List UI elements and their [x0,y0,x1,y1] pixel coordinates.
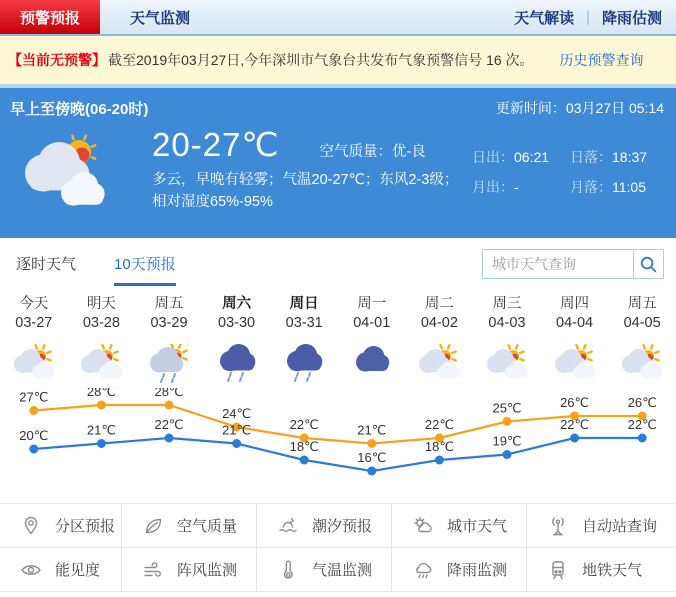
sun-moon-item [472,147,566,167]
tab-hourly-weather[interactable]: 逐时天气 [16,256,77,273]
quick-link-thermometer[interactable] [257,548,392,592]
update-time: 更新时间：03月27日 05:14 [495,100,664,116]
forecast-period: 早上至傍晚(06-20时) [10,100,149,118]
day-label: 周二 [424,296,454,312]
link-rain-estimation[interactable]: 降雨估测 [601,9,662,27]
svg-text:28℃: 28℃ [154,388,184,399]
leaf-icon [142,515,164,537]
sun-moon-label: 日落： [570,149,612,165]
cloudy-icon [349,344,395,384]
nav-divider: | [586,8,590,26]
day-date: 04-03 [488,315,526,331]
forecast-day-column [0,292,68,388]
wave-icon [277,515,299,537]
forecast-day-column [608,292,676,388]
svg-text:21℃: 21℃ [357,422,387,438]
quick-link-eye[interactable] [0,548,122,592]
partly-cloudy-icon [78,344,124,384]
day-label: 明天 [86,296,116,312]
sun-moon-value: 06:21 [514,149,550,165]
sun-moon-value: - [514,179,519,195]
day-date: 04-05 [623,315,661,331]
day-label: 周五 [154,296,184,312]
panel-main [128,125,472,215]
tab-warning-forecast-label: 预警预报 [19,9,80,27]
search-icon [639,255,658,274]
svg-text:28℃: 28℃ [86,388,116,399]
forecast-day-column [541,292,609,388]
search-button[interactable] [633,249,664,279]
svg-text:22℃: 22℃ [560,417,590,432]
forecast-day-column [203,292,271,388]
sun-moon-times [472,147,664,215]
quick-link-sun-cloud[interactable] [392,504,527,548]
rain-icon [281,344,327,384]
svg-text:18℃: 18℃ [424,439,454,454]
partly-cloudy-icon [552,344,598,384]
forecast-day-column [338,292,406,388]
day-date: 03-28 [82,315,120,331]
quick-link-label: 分区预报 [55,518,116,535]
train-icon [547,559,569,581]
svg-text:21℃: 21℃ [86,422,116,438]
temp-row [152,125,472,164]
partly-cloudy-icon [484,344,530,384]
quick-link-label: 气温监测 [312,562,373,579]
alert-bar [0,36,676,88]
current-weather-panel [0,88,676,238]
day-label: 周日 [289,296,319,312]
partly-cloudy-icon [619,344,665,384]
link-weather-interpretation[interactable]: 天气解读 [514,9,575,27]
day-label: 今天 [19,296,49,312]
weather-description: 多云，早晚有轻雾；气温20-27℃；东风2-3级；相对湿度65%-95% [152,172,459,211]
city-search-box [482,249,664,279]
ten-day-forecast [0,284,676,498]
sun-moon-value: 18:37 [612,149,648,165]
svg-text:27℃: 27℃ [19,389,49,405]
quick-link-label: 自动站查询 [582,518,658,535]
map-pin-icon [20,515,42,537]
forecast-days-row [0,292,676,388]
svg-text:22℃: 22℃ [154,417,184,432]
forecast-day-column [473,292,541,388]
panel-body [10,125,664,215]
day-date: 03-27 [15,315,53,331]
svg-text:26℃: 26℃ [627,395,657,410]
quick-links-grid [0,503,676,592]
tab-warning-forecast[interactable] [0,0,100,34]
rain-icon [214,344,260,384]
sun-moon-value: 11:05 [612,179,646,195]
history-warning-link[interactable]: 历史预警查询 [559,52,644,68]
quick-link-label: 能见度 [55,562,101,579]
svg-text:20℃: 20℃ [19,428,49,443]
quick-link-label: 地铁天气 [582,562,643,579]
quick-link-label: 城市天气 [447,518,508,535]
day-label: 周一 [357,296,387,312]
partly-cloudy-icon [416,344,462,384]
quick-link-wind[interactable] [122,548,257,592]
day-date: 04-04 [556,315,594,331]
day-label: 周三 [492,296,522,312]
svg-text:18℃: 18℃ [289,439,319,454]
sun-moon-label: 日出： [472,149,514,165]
svg-text:25℃: 25℃ [492,400,522,416]
panel-header [10,95,664,121]
sun-moon-item [570,177,664,197]
quick-link-label: 潮汐预报 [312,518,373,535]
partly-cloudy-icon [11,344,57,384]
quick-link-label: 阵风监测 [177,562,238,579]
quick-link-station[interactable] [527,504,676,548]
day-label: 周六 [222,296,252,312]
svg-text:19℃: 19℃ [492,433,522,449]
day-date: 04-01 [353,315,391,331]
quick-link-wave[interactable] [257,504,392,548]
quick-link-map-pin[interactable] [0,504,122,548]
forecast-day-column [270,292,338,388]
svg-text:22℃: 22℃ [289,417,319,432]
day-date: 03-31 [285,315,323,331]
quick-link-leaf[interactable] [122,504,257,548]
day-date: 03-30 [218,315,256,331]
air-quality: 空气质量：优-良 [319,144,426,160]
tab-weather-monitor[interactable] [100,0,220,34]
thermometer-icon [277,559,299,581]
day-date: 03-29 [150,315,188,331]
forecast-day-column [68,292,136,388]
partly-cloudy-icon [19,131,119,215]
alert-status-badge: 【当前无预警】 [8,52,106,68]
forecast-day-column [406,292,474,388]
svg-text:22℃: 22℃ [627,417,657,432]
tab-ten-day-forecast[interactable]: 10天预报 [114,253,176,286]
sun-shower-icon [146,344,192,384]
quick-link-label: 空气质量 [177,518,238,535]
current-weather-icon [10,125,128,215]
tab-weather-monitor-label: 天气监测 [130,9,191,27]
quick-link-label: 降雨监测 [447,562,508,579]
eye-icon [20,559,42,581]
sun-moon-label: 月出： [472,179,514,195]
day-label: 周四 [560,296,590,312]
tabs-row [0,238,676,284]
svg-text:24℃: 24℃ [222,406,252,421]
city-search-input[interactable] [482,249,634,279]
quick-link-train[interactable] [527,548,676,592]
temperature-chart [0,388,676,498]
alert-message: 截至2019年03月27日,今年深圳市气象台共发布气象预警信号 16 次。 [108,52,534,68]
quick-link-rain-cloud[interactable] [392,548,527,592]
day-label: 周五 [627,296,657,312]
rain-cloud-icon [412,559,434,581]
svg-text:21℃: 21℃ [222,422,252,438]
svg-text:22℃: 22℃ [424,417,454,432]
sun-moon-item [570,147,664,167]
top-nav [0,0,676,36]
svg-text:16℃: 16℃ [357,450,387,465]
nav-right-links [514,0,676,34]
svg-text:26℃: 26℃ [560,395,590,410]
sun-moon-item [472,177,566,197]
forecast-day-column [135,292,203,388]
day-date: 04-02 [420,315,458,331]
station-icon [547,515,569,537]
sun-moon-label: 月落： [570,179,612,195]
temperature-range: 20-27℃ [152,126,280,163]
wind-icon [142,559,164,581]
sun-cloud-icon [412,515,434,537]
